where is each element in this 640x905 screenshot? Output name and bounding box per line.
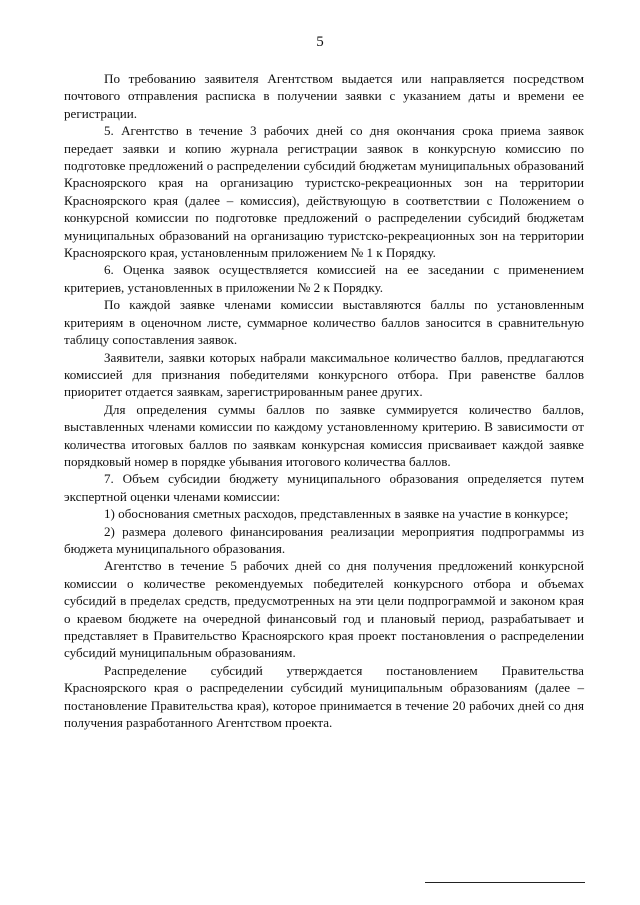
paragraph-winners: Заявители, заявки которых набрали максимальное количество баллов, предлагаются комиссией для признания победителями конкурсного отбора. При равенстве баллов приоритет отдается заявкам, зарегистрированным ранее других.: [64, 349, 584, 400]
document-body: [64, 70, 584, 731]
page-number: 5: [316, 34, 324, 50]
paragraph-criterion-2: 2) размера долевого финансирования реализации мероприятия подпрограммы из бюджета муниципального образования.: [64, 523, 584, 556]
paragraph-receipt: По требованию заявителя Агентством выдается или направляется посредством почтового отправления расписка в получении заявки с указанием даты и времени ее регистрации.: [64, 71, 584, 121]
paragraph-item-7: 7. Объем субсидии бюджету муниципального образования определяется путем экспертной оценки членами комиссии:: [64, 471, 584, 504]
paragraph-item-5: 5. Агентство в течение 3 рабочих дней со дня окончания срока приема заявок передает заявки и копию журнала регистрации заявок в конкурсную комиссию по подготовке предложений о распределении субсидий бюджетам муниципальных образований Красноярского края на организацию туристско-рекреационных зон на территории Красноярского края (далее – комиссия), действующую в соответствии с Положением о конкурсной комиссии по подготовке предложений о распределении субсидий бюджетам муниципальных образований на организацию туристско-рекреационных зон на территории Красноярского края, установленным приложением № 1 к Порядку.: [64, 123, 584, 261]
paragraph-distribution: Распределение субсидий утверждается постановлением Правительства Красноярского края о распределении субсидий муниципальным образованиям (далее – постановление Правительства края), которое принимается в течение 20 рабочих дней со дня получения разработанного Агентством проекта.: [64, 662, 584, 731]
paragraph-criterion-1: 1) обоснования сметных расходов, представленных в заявке на участие в конкурсе;: [104, 506, 569, 522]
bottom-divider: [425, 882, 585, 883]
paragraph-score-sum: Для определения суммы баллов по заявке суммируется количество баллов, выставленных членами комиссии по каждому установленному критерию. В зависимости от количества итоговых баллов по заявкам конкурсная комиссия присваивает каждой заявке порядковый номер в порядке убывания итогового количества баллов.: [64, 401, 584, 469]
paragraph-item-6: 6. Оценка заявок осуществляется комиссией на ее заседании с применением критериев, установленных в приложении № 2 к Порядку.: [64, 262, 584, 295]
paragraph-agency-draft: Агентство в течение 5 рабочих дней со дня получения предложений конкурсной комиссии о количестве рекомендуемых победителей конкурсного отбора и объемах субсидий в пределах средств, предусмотренных на эти цели подпрограммой и законом края о краевом бюджете на очередной финансовый год и плановый период, разрабатывает и представляет в Правительство Красноярского края проект постановления о распределении субсидий муниципальным образованиям.: [64, 558, 584, 661]
paragraph-scoring: По каждой заявке членами комиссии выставляются баллы по установленным критериям в оценочном листе, суммарное количество баллов заносится в сравнительную таблицу сопоставления заявок.: [64, 297, 584, 348]
